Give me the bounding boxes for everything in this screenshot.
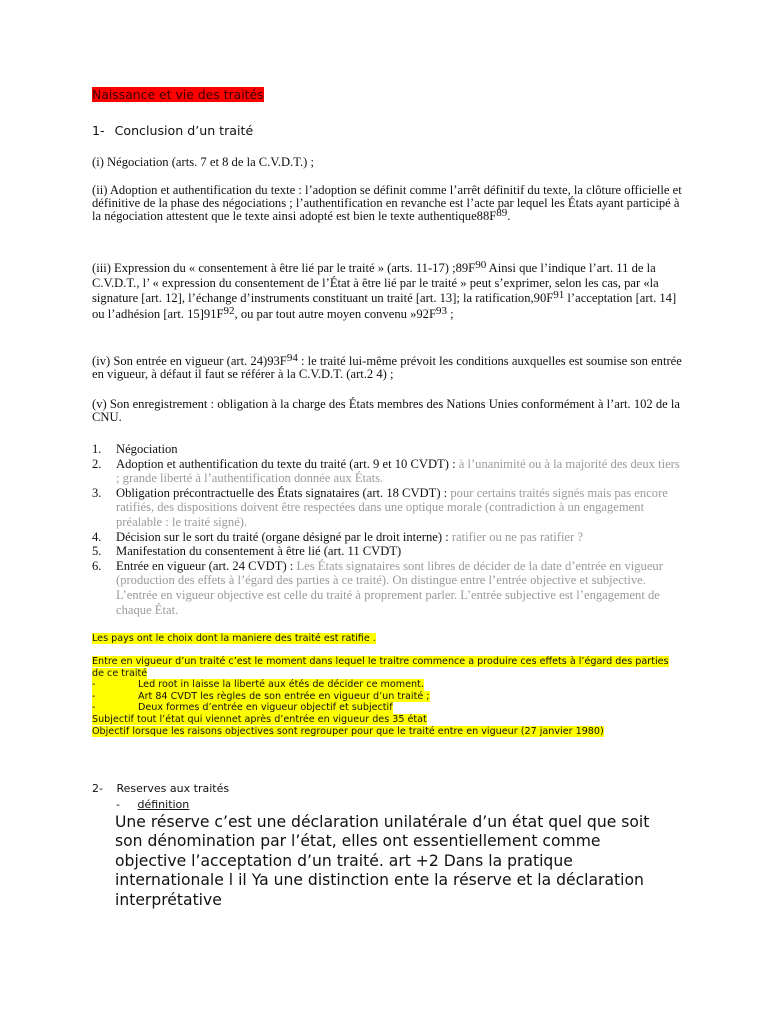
section-2-heading [92,782,229,796]
footnote-ref-91: 91 [553,289,565,302]
section-2-title: Reserves aux traités [116,782,230,795]
paragraph-ii: (ii) Adoption et authentification du texte : l’adoption se définit comme l’arrêt définitif du texte, la clôture officielle et définitive de la phase des négociations ; l’authentification en revanche est l’acte par lequel les États ayant participé à la négociation attestent que le texte ainsi adopté est bien le texte $authentique88F^{89}$. [92,183,682,223]
list-item: 4. Décision sur le sort du traité (organe désigné par le droit interne) : ratifier ou ne pas ratifier ? [92,529,583,544]
objectif-line: Objectif lorsque les raisons objectives sont regrouper pour que le traité entre en vigueur (27 janvier 1980) [92,725,604,737]
definition-bullet: - définition [116,798,190,811]
section-1-heading [92,123,253,138]
paragraph-v: (v) Son enregistrement : obligation à la charge des États membres des Nations Unies conformément à l’art. 102 de la CNU. [92,397,681,424]
list-item: 6. Entrée en vigueur (art. 24 CVDT) : Les États signataires sont libres de décider de la date d’entrée en vigueur (production des effets à l’égard des parties à ce traité). On distingue entre l’entrée objective et subjective. L’entrée en vigueur objective est celle du traité à proprement parler. L’entrée subjective est l’engagement de chaque État. [92,558,663,617]
footnote-ref-89: 89 [496,207,508,219]
section-1-number: 1- [92,123,105,138]
reserve-definition-text: Une réserve c’est une déclaration unilatérale d’un état quel que soit son dénomination par l’état, elles ont essentiellement comme objective l’acceptation d’un traité. art +2 Dans la pratique internationale l il Ya une distinction ente la réserve et la déclaration interprétative [115,813,650,909]
section-1-title: Conclusion d’un traité [114,123,254,138]
document-title: Naissance et vie des traités [92,87,264,102]
numbered-list [92,442,682,617]
footnote-ref-92: 92 [223,304,235,317]
bullet-item: - Art 84 CVDT les règles de son entrée en vigueur d’un traité ; [92,690,430,702]
bullet-item: - Led root in laisse la liberté aux étés de décider ce moment. [92,679,424,691]
paragraph-iii: (iii) Expression du « consentement à être lié par le traité » (arts. 11-17) $;89F^{90}$ Ainsi que l’indique l’art. 11 de la C.V.D.T., l’ « expression du consentement de l’État à être lié par le traité » peut s’exprimer, selon les cas, par «la signature [art. 12], l’échange d’instruments constituant un traité [art. 13]; la $ratification,90F^{91}$ l’acceptation [art. 14] ou l’adhésion [art. $15]91F^{92}$, ou par tout autre moyen convenu $»92F^{93}$ ; [92,259,677,321]
footnote-ref-90: 90 [475,259,487,271]
list-item: 5. Manifestation du consentement à être lié (art. 11 CVDT) [92,544,402,559]
definition-label: définition [137,798,190,811]
subjectif-line: Subjectif tout l’état qui viennet après d’entrée en vigueur des 35 état [92,713,427,725]
section-2-number: 2- [92,782,103,795]
paragraph-i: (i) Négociation (arts. 7 et 8 de la C.V.D.T.) ; [92,155,314,169]
highlighted-note-entry-into-force: Entre en vigueur d’un traité c’est le moment dans lequel le traitre commence a produire ces effets à l’égard des parties de ce traité - Led root in laisse la liberté aux étés de décider ce moment. - Art 84 CVDT les règles de son entrée en vigueur d’un traité ; - Deux formes d’entrée en vigueur objectif et subjectif Subjectif tout l’état qui viennet après d’entrée en vigueur des 35 état Objectif lorsque les raisons objectives sont regrouper pour que le traité entre en vigueur (27 janvier 1980) [92,656,682,737]
list-item: 1. Négociation [92,442,178,456]
footnote-ref-93: 93 [435,304,447,317]
paragraph-iv: (iv) Son entrée en vigueur (art. $24)93F^{94}$ : le traité lui-même prévoit les conditions auxquelles est soumise son entrée en vigueur, à défaut il faut se référer à la C.V.D.T. (art.2 4) ; [92,352,682,381]
list-item: 2. Adoption et authentification du texte du traité (art. 9 et 10 CVDT) : à l’unanimité ou à la majorité des deux tiers ; grande liberté à l’authentification donnée aux États. [92,456,680,486]
footnote-ref-94: 94 [286,352,298,364]
list-item: 3. Obligation précontractuelle des États signataires (art. 18 CVDT) : pour certains traités signés mais pas encore ratifiés, des dispositions doivent être respectées dans une optique morale (contradiction à un engagement préalable : le traité signé). [92,485,668,529]
bullet-item: - Deux formes d’entrée en vigueur objectif et subjectif [92,702,393,714]
highlighted-note-ratification: Les pays ont le choix dont la maniere des traité est ratifie . [92,633,376,644]
